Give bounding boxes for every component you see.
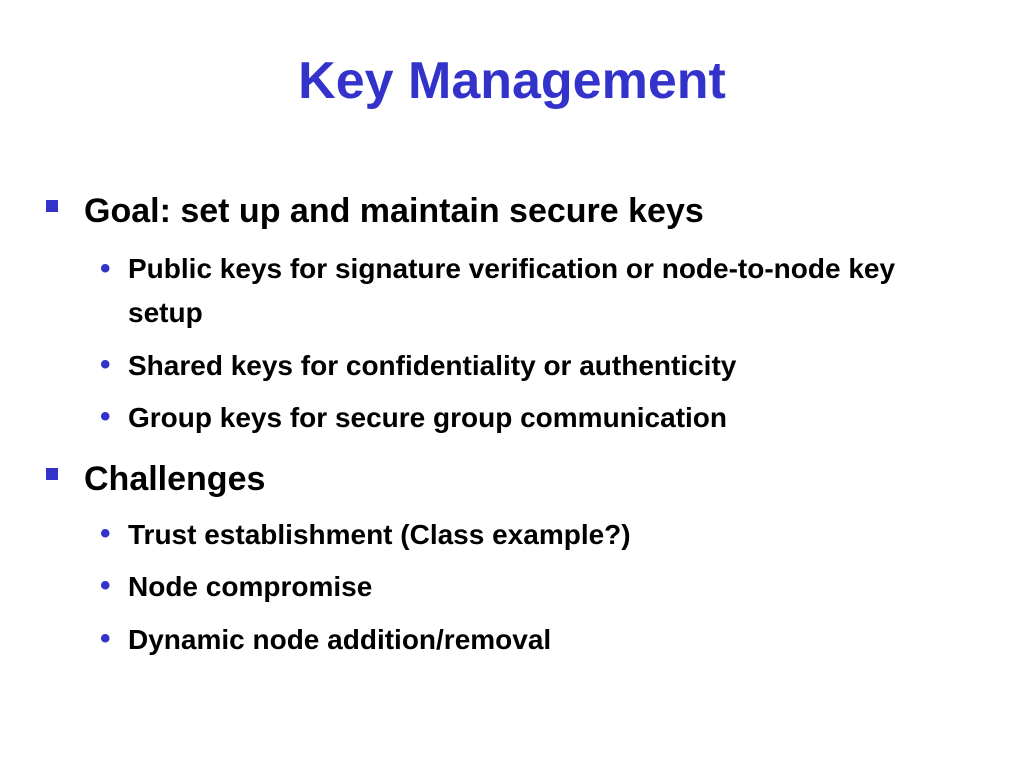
square-bullet-icon	[46, 200, 58, 212]
sub-bullet-trust: Trust establishment (Class example?)	[128, 519, 631, 550]
sub-bullet-group-keys: Group keys for secure group communication	[128, 402, 728, 433]
dot-bullet-icon: •	[100, 517, 111, 550]
bullet-goal: Goal: set up and maintain secure keys	[84, 192, 704, 230]
bullet-challenges: Challenges	[84, 460, 266, 498]
dot-bullet-icon: •	[100, 252, 111, 285]
sub-bullet-public-keys: Public keys for signature verification or node-to-node key setup	[128, 253, 896, 328]
dot-bullet-icon: •	[100, 400, 111, 433]
sub-bullet-dynamic-node: Dynamic node addition/removal	[128, 624, 552, 655]
dot-bullet-icon: •	[100, 348, 111, 381]
sub-bullet-shared-keys: Shared keys for confidentiality or authenticity	[128, 350, 737, 381]
dot-bullet-icon: •	[100, 622, 111, 655]
sub-bullet-node-compromise: Node compromise	[128, 571, 373, 602]
square-bullet-icon	[46, 468, 58, 480]
slide-title: Key Management	[298, 52, 726, 110]
dot-bullet-icon: •	[100, 569, 111, 602]
